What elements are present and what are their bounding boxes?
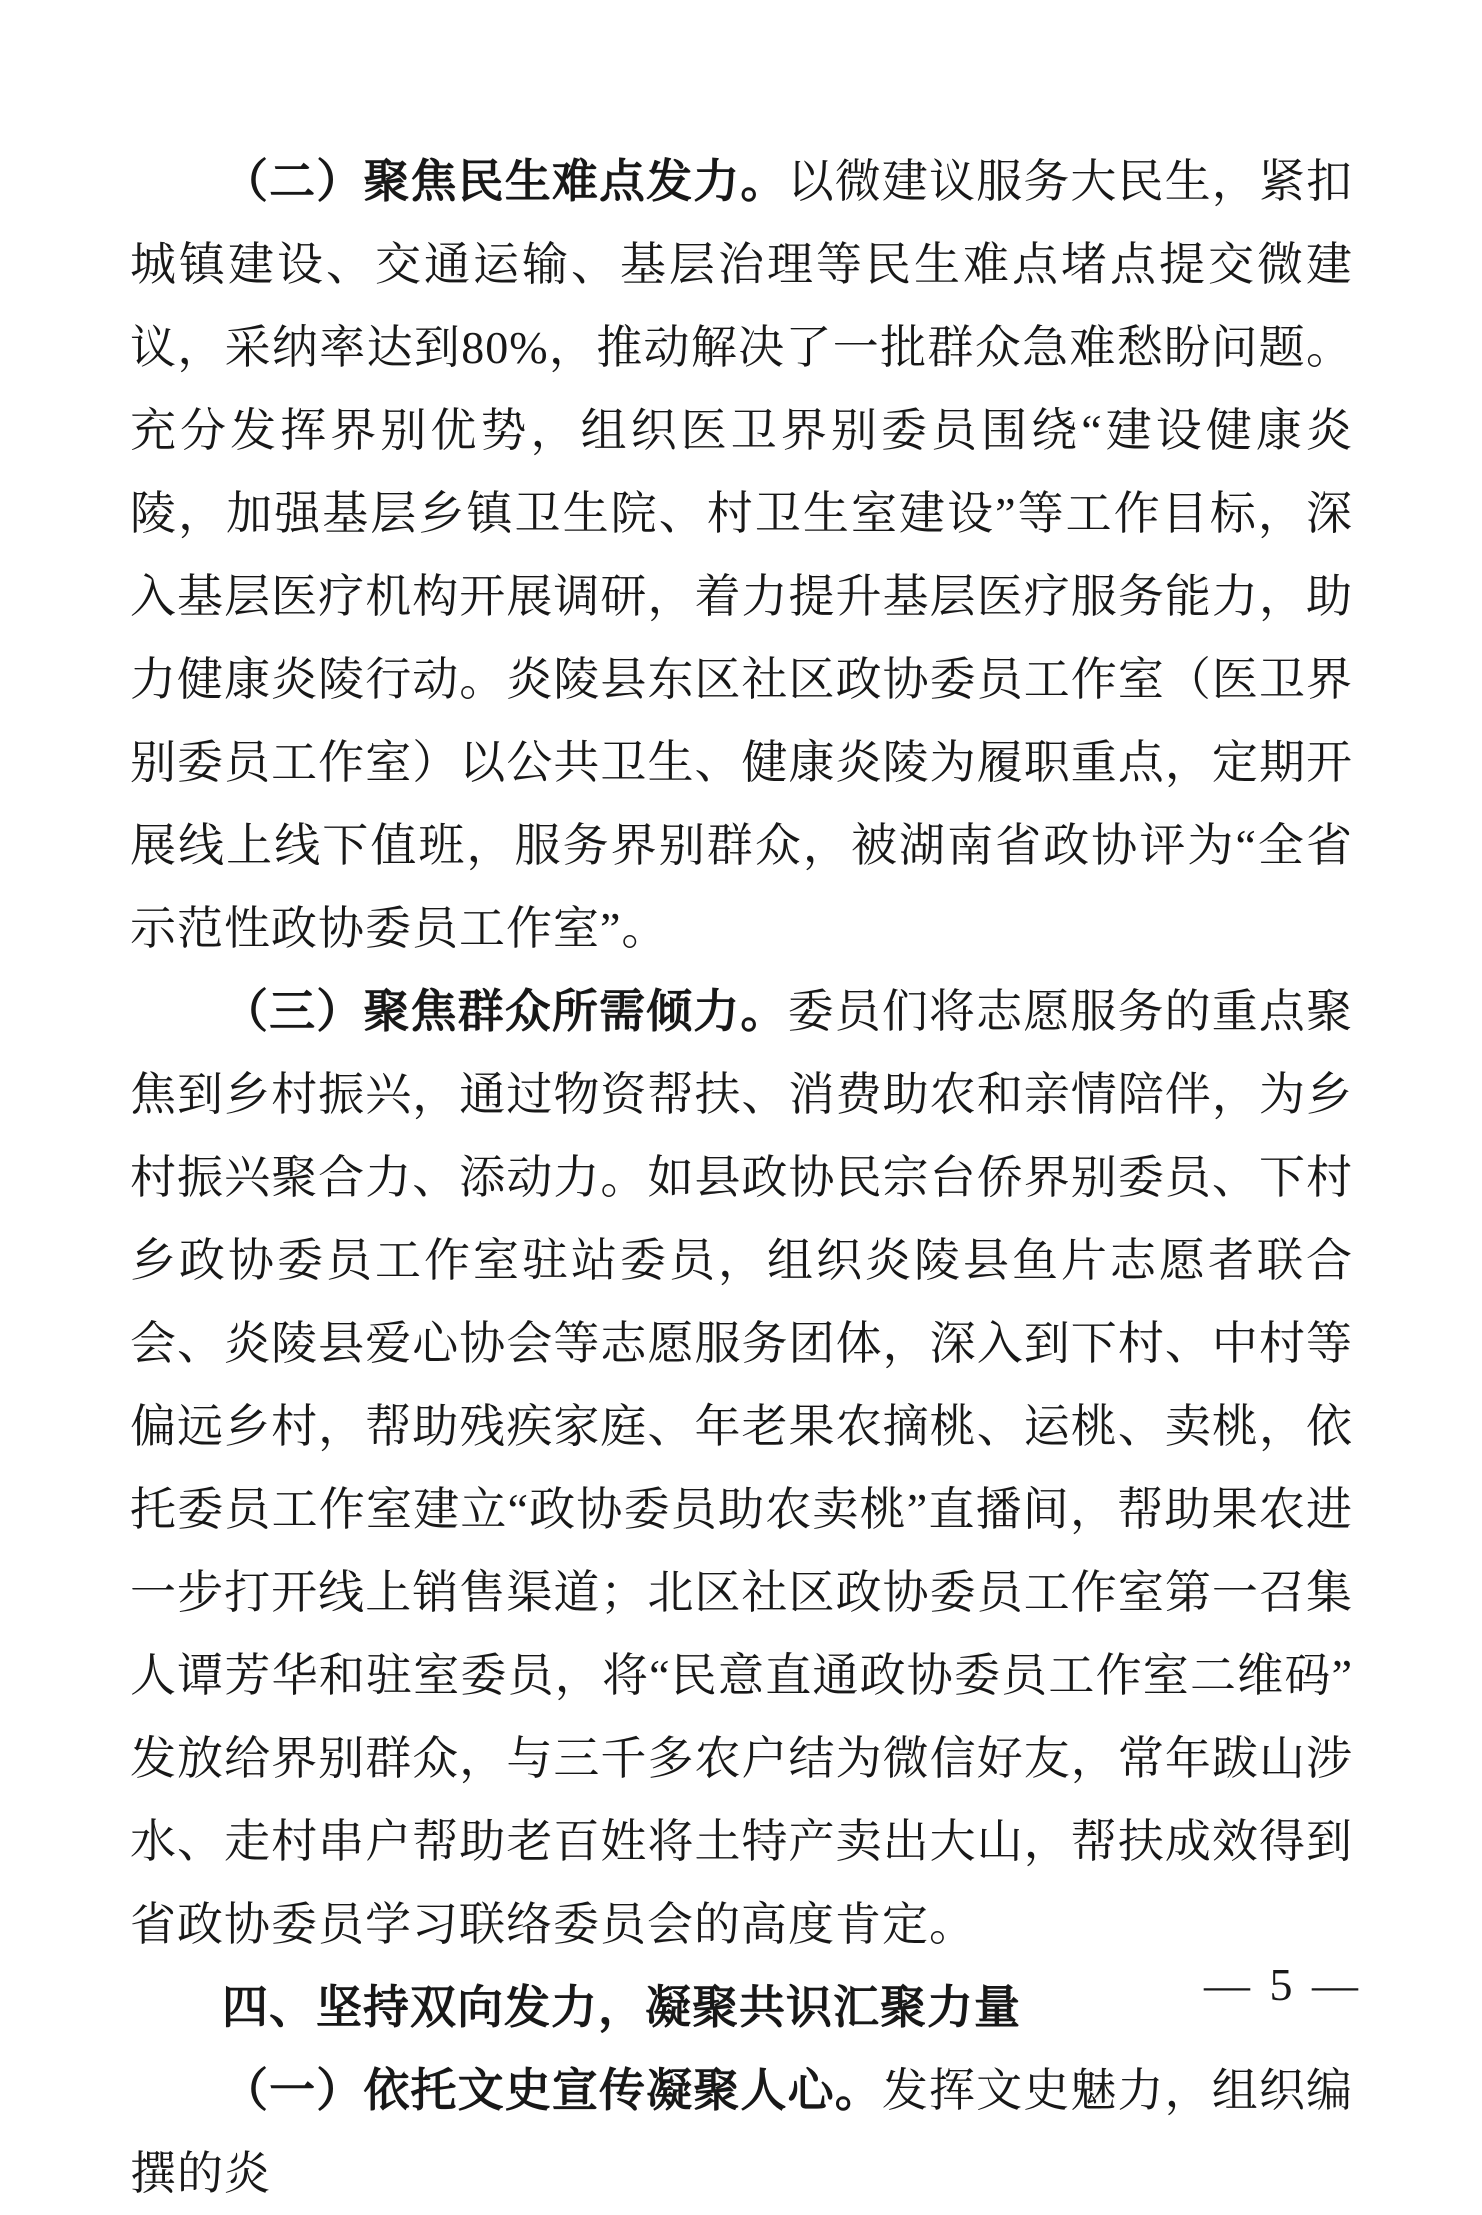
paragraph-3-subheading: （三）聚焦群众所需倾力。 (222, 986, 788, 1037)
paragraph-2-subheading: （二）聚焦民生难点发力。 (222, 156, 788, 207)
document-content (130, 140, 1362, 2215)
paragraph-1-wenshi (130, 2049, 1353, 2215)
paragraph-3-qunzhong (130, 970, 1353, 1966)
paragraph-1-subheading: （一）依托文史宣传凝聚人心。 (222, 2065, 882, 2116)
paragraph-2-body-text: 以微建议服务大民生，紧扣城镇建设、交通运输、基层治理等民生难点堵点提交微建议，采纳率达到80%，推动解决了一批群众急难愁盼问题。充分发挥界别优势，组织医卫界别委员围绕“建设健康炎陵，加强基层乡镇卫生院、村卫生室建设”等工作目标，深入基层医疗机构开展调研，着力提升基层医疗服务能力，助力健康炎陵行动。炎陵县东区社区政协委员工作室（医卫界别委员工作室）以公共卫生、健康炎陵为履职重点，定期开展线上线下值班，服务界别群众，被湖南省政协评为“全省示范性政协委员工作室”。 (130, 156, 1354, 954)
section-heading-four: 四、坚持双向发力，凝聚共识汇聚力量 (222, 1981, 1021, 2033)
paragraph-1-body-text: 发挥文史魅力，组织编撰的炎 (130, 2065, 1354, 2199)
page-number: — 5 — (1204, 1959, 1362, 2010)
paragraph-3-body-text: 委员们将志愿服务的重点聚焦到乡村振兴，通过物资帮扶、消费助农和亲情陪伴，为乡村振兴聚合力、添动力。如县政协民宗台侨界别委员、下村乡政协委员工作室驻站委员，组织炎陵县鱼片志愿者联合会、炎陵县爱心协会等志愿服务团体，深入到下村、中村等偏远乡村，帮助残疾家庭、年老果农摘桃、运桃、卖桃，依托委员工作室建立“政协委员助农卖桃”直播间，帮助果农进一步打开线上销售渠道；北区社区政协委员工作室第一召集人谭芳华和驻室委员，将“民意直通政协委员工作室二维码”发放给界别群众，与三千多农户结为微信好友，常年跋山涉水、走村串户帮助老百姓将土特产卖出大山，帮扶成效得到省政协委员学习联络委员会的高度肯定。 (130, 986, 1354, 1950)
paragraph-2-minsheng (130, 140, 1353, 970)
